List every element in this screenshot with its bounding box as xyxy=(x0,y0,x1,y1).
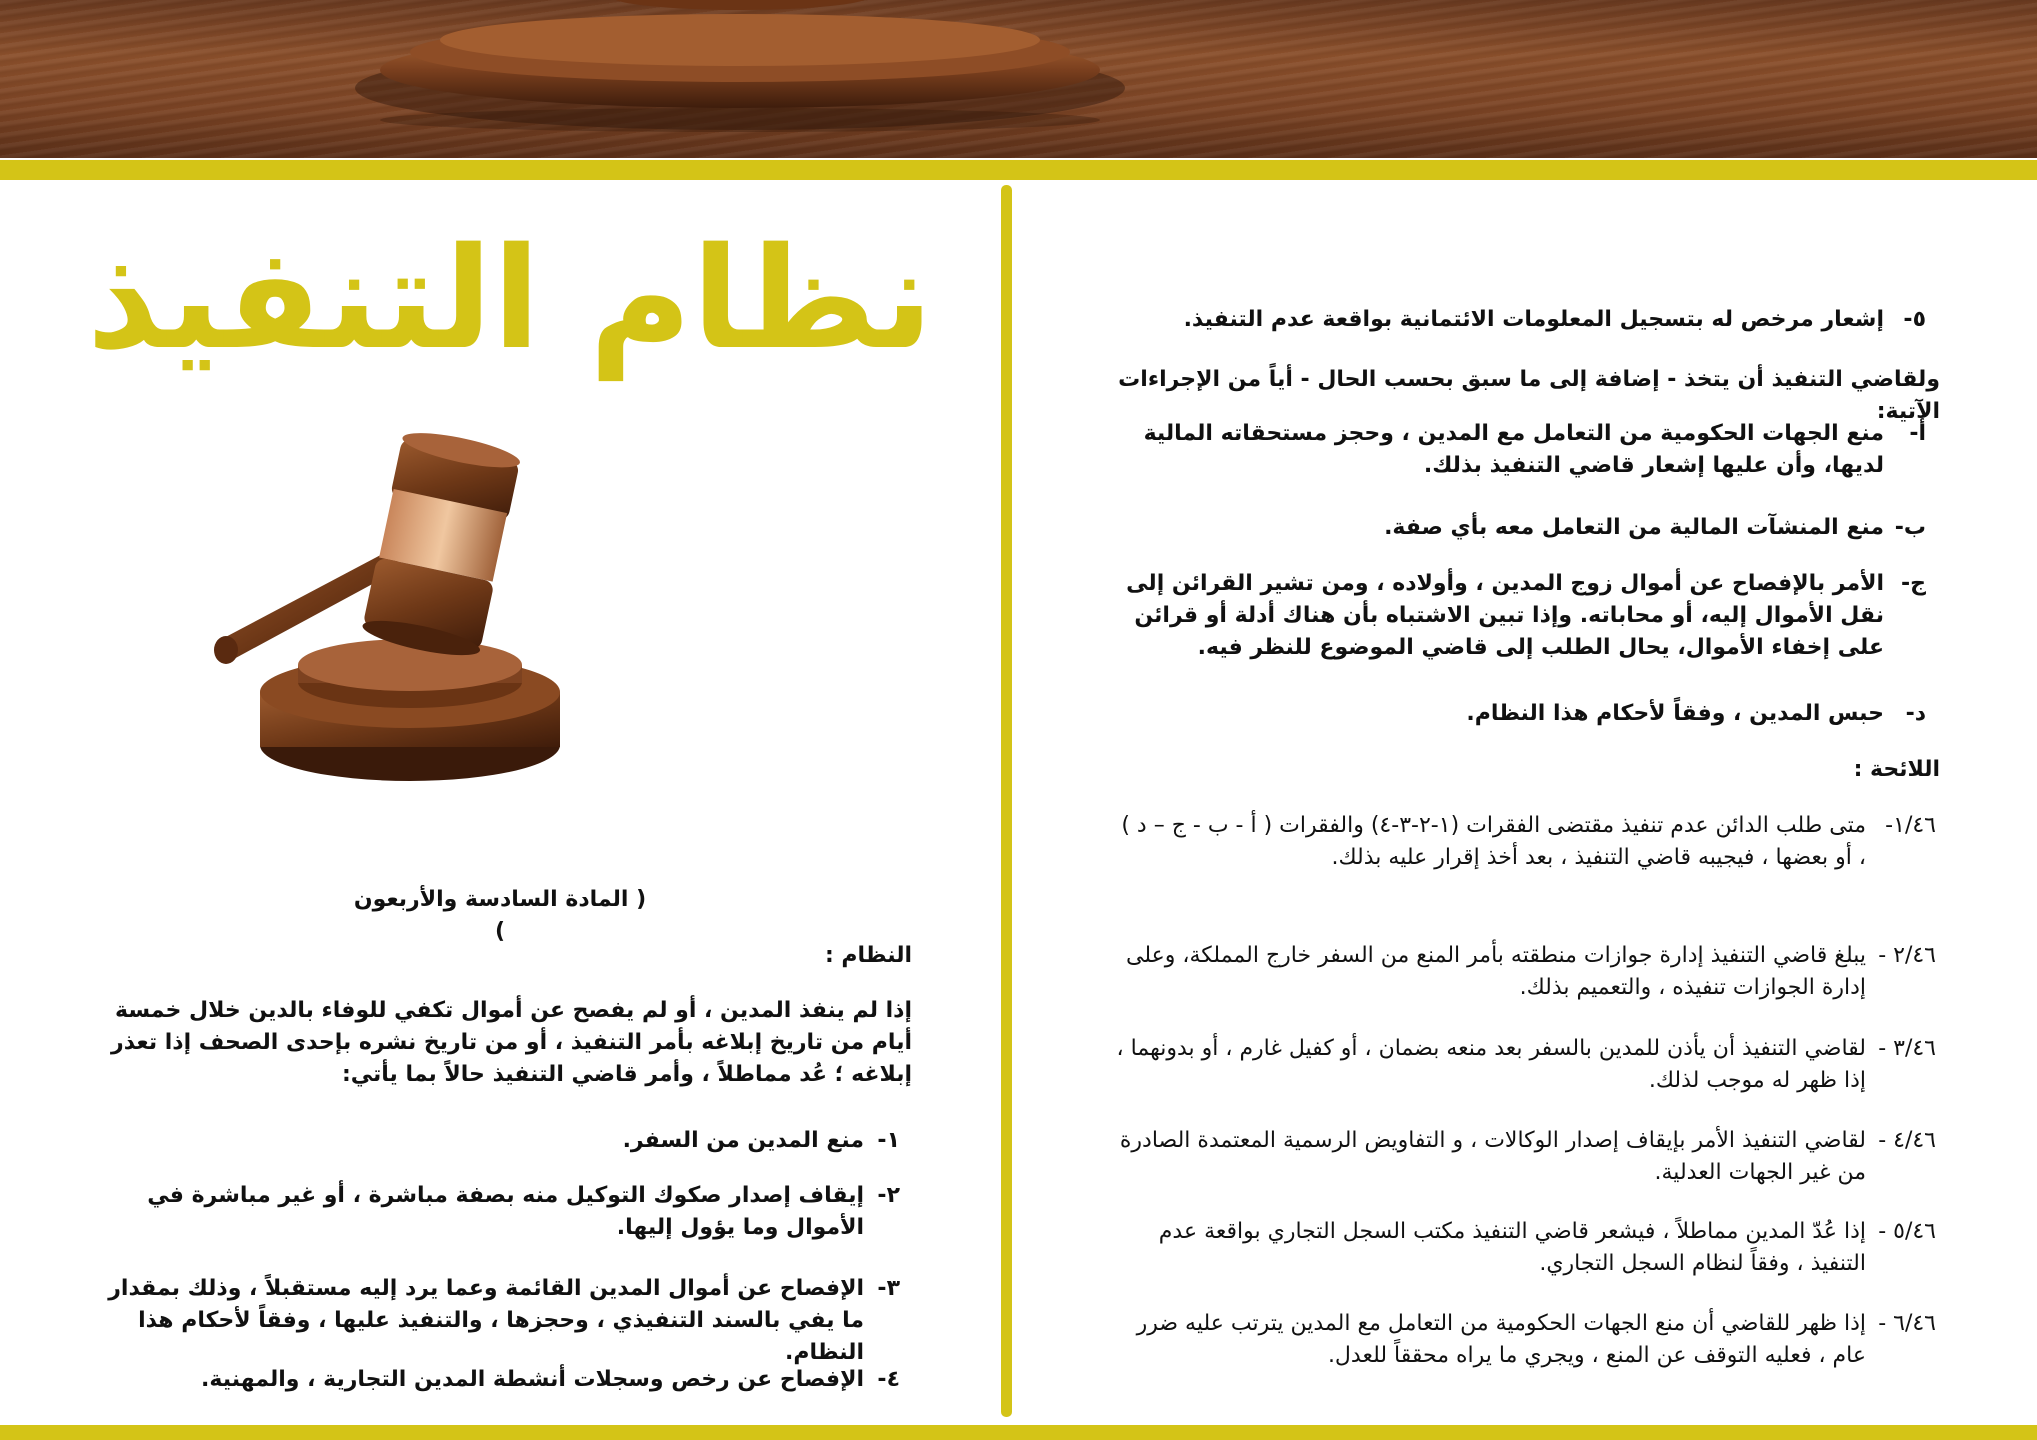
regulation-item xyxy=(1110,1216,1936,1280)
item-text: الأمر بالإفصاح عن أموال زوج المدين ، وأولاده ، ومن تشير القرائن إلى نقل الأموال إليه، أو محاباته. وإذا تبين الاشتباه بأن هناك أدلة أو قرائن على إخفاء الأموال، يحال الطلب إلى قاضي الموضوع للنظر فيه. xyxy=(1126,571,1884,660)
regulation-text: يبلغ قاضي التنفيذ إدارة جوازات منطقته بأمر المنع من السفر خارج المملكة، وعلى إدارة الجوازات تنفيذه ، والتعميم بذلك. xyxy=(1126,943,1866,1000)
page-title: نظام التنفيذ xyxy=(86,218,934,381)
regulation-item xyxy=(1110,1125,1936,1189)
regulation-number: ١/٤٦- xyxy=(1885,813,1936,838)
item-letter: د- xyxy=(1905,701,1926,726)
item-letter: ب- xyxy=(1894,515,1926,540)
system-label: النظام : xyxy=(824,943,912,968)
article-heading: ( المادة السادسة والأربعون ) xyxy=(353,887,647,944)
left-list-item xyxy=(85,1273,900,1369)
item-text: إشعار مرخص له بتسجيل المعلومات الائتمانية بواقعة عدم التنفيذ. xyxy=(1183,307,1884,332)
item-number: ٤- xyxy=(877,1367,900,1392)
item-letter: أ- xyxy=(1909,421,1926,446)
regulation-text: إذا عُدّ المدين مماطلاً ، فيشعر قاضي التنفيذ مكتب السجل التجاري بواقعة عدم التنفيذ ، وفقاً لنظام السجل التجاري. xyxy=(1158,1219,1866,1276)
item-text: الإفصاح عن رخص وسجلات أنشطة المدين التجارية ، والمهنية. xyxy=(201,1367,864,1392)
gavel-image xyxy=(210,430,680,794)
item-number: ٢- xyxy=(877,1183,900,1208)
item-number: ٣- xyxy=(877,1276,900,1301)
item-text: إيقاف إصدار صكوك التوكيل منه بصفة مباشرة ، أو غير مباشرة في الأموال وما يؤول إليها. xyxy=(147,1183,864,1240)
top-accent-band xyxy=(0,160,2037,180)
header-banner-image xyxy=(0,0,2037,158)
regulation-number: ٥/٤٦ - xyxy=(1878,1219,1936,1244)
regulation-text: لقاضي التنفيذ الأمر بإيقاف إصدار الوكالات ، و التفاويض الرسمية المعتمدة الصادرة من غير الجهات العدلية. xyxy=(1119,1128,1866,1185)
regulation-text: لقاضي التنفيذ أن يأذن للمدين بالسفر بعد منعه بضمان ، أو كفيل غارم ، أو بدونهما ، إذا ظهر له موجب لذلك. xyxy=(1116,1036,1866,1093)
regulation-text: متى طلب الدائن عدم تنفيذ مقتضى الفقرات (١-٢-٣-٤) والفقرات ( أ - ب - ج – د ) ، أو بعضها ، فيجيبه قاضي التنفيذ ، بعد أخذ إقرار عليه بذلك. xyxy=(1121,813,1866,870)
regulation-item xyxy=(1110,810,1936,874)
letter-item xyxy=(1110,568,1926,664)
regulation-text: إذا ظهر للقاضي أن منع الجهات الحكومية من التعامل مع المدين يترتب عليه ضرر عام ، فعليه التوقف عن المنع ، ويجري ما يراه محققاً للعدل. xyxy=(1136,1311,1866,1368)
regulation-label: اللائحة : xyxy=(1853,757,1940,782)
bottom-accent-band xyxy=(0,1425,2037,1440)
letter-item xyxy=(1110,512,1926,544)
regulation-item xyxy=(1110,1033,1936,1097)
regulation-number: ٤/٤٦ - xyxy=(1878,1128,1936,1153)
left-list-item xyxy=(85,1180,900,1244)
letter-item xyxy=(1110,698,1926,730)
regulation-item xyxy=(1110,1308,1936,1372)
item-number: ٥- xyxy=(1903,307,1926,332)
column-divider xyxy=(1001,185,1012,1417)
item-number: ١- xyxy=(877,1128,900,1153)
item-text: منع الجهات الحكومية من التعامل مع المدين ، وحجز مستحقاته المالية لديها، وأن عليها إشعار قاضي التنفيذ بذلك. xyxy=(1143,421,1884,478)
intro-paragraph: إذا لم ينفذ المدين ، أو لم يفصح عن أموال تكفي للوفاء بالدين خلال خمسة أيام من تاريخ إبلاغه بأمر التنفيذ ، أو من تاريخ نشره بإحدى الصحف إذا تعذر إبلاغه ؛ عُد مماطلاً ، وأمر قاضي التنفيذ حالاً بما يأتي: xyxy=(111,998,912,1087)
left-list-item xyxy=(85,1364,900,1396)
item-text: الإفصاح عن أموال المدين القائمة وعما يرد إليه مستقبلاً ، وذلك بمقدار ما يفي بالسند التنفيذي ، وحجزها ، والتنفيذ عليها ، وفقاً لأحكام هذا النظام. xyxy=(108,1276,864,1365)
item-text: منع المنشآت المالية من التعامل معه بأي صفة. xyxy=(1384,515,1884,540)
regulation-number: ٢/٤٦ - xyxy=(1878,943,1936,968)
item-text: حبس المدين ، وفقاً لأحكام هذا النظام. xyxy=(1466,701,1884,726)
left-list-item xyxy=(85,1125,900,1157)
letter-item xyxy=(1110,418,1926,482)
item-text: منع المدين من السفر. xyxy=(622,1128,864,1153)
regulation-item xyxy=(1110,940,1936,1004)
judge-intro: ولقاضي التنفيذ أن يتخذ - إضافة إلى ما سبق بحسب الحال - أياً من الإجراءات الآتية: xyxy=(1118,367,1940,424)
item-letter: ج- xyxy=(1901,571,1926,596)
regulation-number: ٣/٤٦ - xyxy=(1878,1036,1936,1061)
right-list-item xyxy=(1110,304,1926,336)
regulation-number: ٦/٤٦ - xyxy=(1878,1311,1936,1336)
